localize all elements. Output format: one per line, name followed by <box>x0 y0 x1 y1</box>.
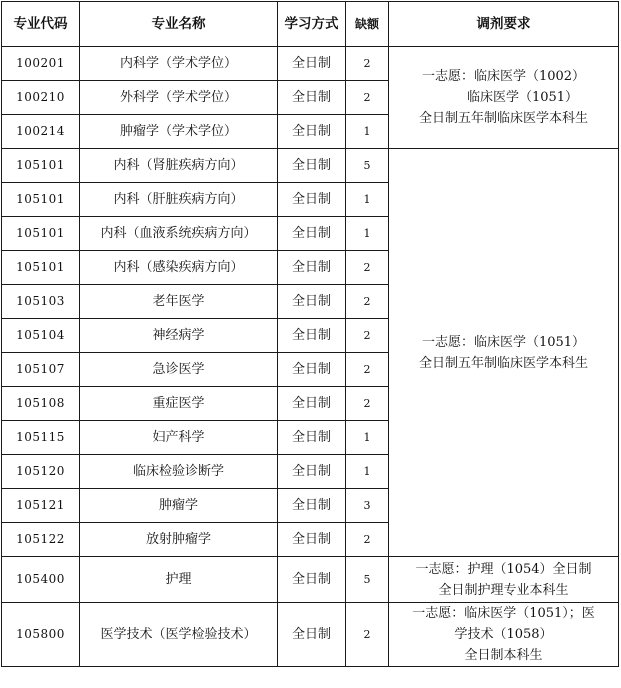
requirement-line: 全日制本科生 <box>464 648 543 663</box>
table-row <box>2 47 619 81</box>
quota: 2 <box>346 319 389 353</box>
major-name: 肿瘤学（学术学位） <box>80 115 278 149</box>
major-code: 105101 <box>2 217 80 251</box>
major-name: 肿瘤学 <box>80 489 278 523</box>
requirement-line: 一志愿：临床医学（1002） <box>421 69 586 84</box>
major-code: 105101 <box>2 183 80 217</box>
major-name: 重症医学 <box>80 387 278 421</box>
major-name: 内科（肾脏疾病方向） <box>80 149 278 183</box>
study-mode: 全日制 <box>278 285 346 319</box>
requirement-line: 临床医学（1051） <box>466 90 579 105</box>
quota: 1 <box>346 421 389 455</box>
study-mode: 全日制 <box>278 603 346 667</box>
study-mode: 全日制 <box>278 81 346 115</box>
study-mode: 全日制 <box>278 557 346 603</box>
quota: 5 <box>346 557 389 603</box>
major-code: 100210 <box>2 81 80 115</box>
quota: 3 <box>346 489 389 523</box>
major-code: 105120 <box>2 455 80 489</box>
major-name: 护理 <box>80 557 278 603</box>
major-code: 105121 <box>2 489 80 523</box>
major-code: 105108 <box>2 387 80 421</box>
major-code: 105107 <box>2 353 80 387</box>
quota: 2 <box>346 523 389 557</box>
major-name: 临床检验诊断学 <box>80 455 278 489</box>
major-name: 医学技术（医学检验技术） <box>80 603 278 667</box>
requirement-line: 全日制五年制临床医学本科生 <box>418 355 588 371</box>
study-mode: 全日制 <box>278 421 346 455</box>
requirement-line: 全日制五年制临床医学本科生 <box>418 111 588 126</box>
study-mode: 全日制 <box>278 523 346 557</box>
study-mode: 全日制 <box>278 217 346 251</box>
requirement-line: 一志愿：临床医学（1051）；医 <box>412 606 595 621</box>
study-mode: 全日制 <box>278 455 346 489</box>
requirement-line: 一志愿：护理（1054）全日制 <box>415 561 592 577</box>
major-code: 105104 <box>2 319 80 353</box>
quota: 1 <box>346 183 389 217</box>
table-row <box>2 557 619 603</box>
header-req: 调剂要求 <box>389 2 619 47</box>
header-mode: 学习方式 <box>278 2 346 47</box>
requirement-line: 学技术（1058） <box>454 627 553 642</box>
major-name: 内科（肝脏疾病方向） <box>80 183 278 217</box>
header-row <box>2 2 619 47</box>
table-row <box>2 149 619 183</box>
requirement-group-2 <box>389 149 619 557</box>
study-mode: 全日制 <box>278 115 346 149</box>
header-quota: 缺额 <box>346 2 389 47</box>
study-mode: 全日制 <box>278 149 346 183</box>
quota: 2 <box>346 603 389 667</box>
major-name: 老年医学 <box>80 285 278 319</box>
table-row <box>2 603 619 667</box>
requirement-group-1 <box>389 47 619 149</box>
study-mode: 全日制 <box>278 489 346 523</box>
quota: 2 <box>346 387 389 421</box>
header-code: 专业代码 <box>2 2 80 47</box>
major-name: 内科（血液系统疾病方向） <box>80 217 278 251</box>
quota: 5 <box>346 149 389 183</box>
major-code: 100201 <box>2 47 80 81</box>
major-name: 急诊医学 <box>80 353 278 387</box>
adjustment-table <box>1 1 619 667</box>
header-name: 专业名称 <box>80 2 278 47</box>
major-name: 妇产科学 <box>80 421 278 455</box>
quota: 2 <box>346 251 389 285</box>
study-mode: 全日制 <box>278 47 346 81</box>
requirement-line: 一志愿：临床医学（1051） <box>421 334 586 350</box>
quota: 2 <box>346 47 389 81</box>
quota: 1 <box>346 217 389 251</box>
study-mode: 全日制 <box>278 353 346 387</box>
major-code: 105400 <box>2 557 80 603</box>
major-code: 105103 <box>2 285 80 319</box>
major-name: 神经病学 <box>80 319 278 353</box>
quota: 1 <box>346 455 389 489</box>
quota: 1 <box>346 115 389 149</box>
study-mode: 全日制 <box>278 251 346 285</box>
study-mode: 全日制 <box>278 387 346 421</box>
major-code: 100214 <box>2 115 80 149</box>
major-name: 内科（感染疾病方向） <box>80 251 278 285</box>
major-code: 105115 <box>2 421 80 455</box>
major-name: 内科学（学术学位） <box>80 47 278 81</box>
requirement-line: 全日制护理专业本科生 <box>438 582 569 598</box>
major-name: 外科学（学术学位） <box>80 81 278 115</box>
quota: 2 <box>346 81 389 115</box>
study-mode: 全日制 <box>278 319 346 353</box>
quota: 2 <box>346 285 389 319</box>
major-code: 105101 <box>2 251 80 285</box>
quota: 2 <box>346 353 389 387</box>
major-code: 105101 <box>2 149 80 183</box>
major-name: 放射肿瘤学 <box>80 523 278 557</box>
requirement-group-4 <box>389 603 619 667</box>
major-code: 105122 <box>2 523 80 557</box>
requirement-group-3 <box>389 557 619 603</box>
major-code: 105800 <box>2 603 80 667</box>
study-mode: 全日制 <box>278 183 346 217</box>
